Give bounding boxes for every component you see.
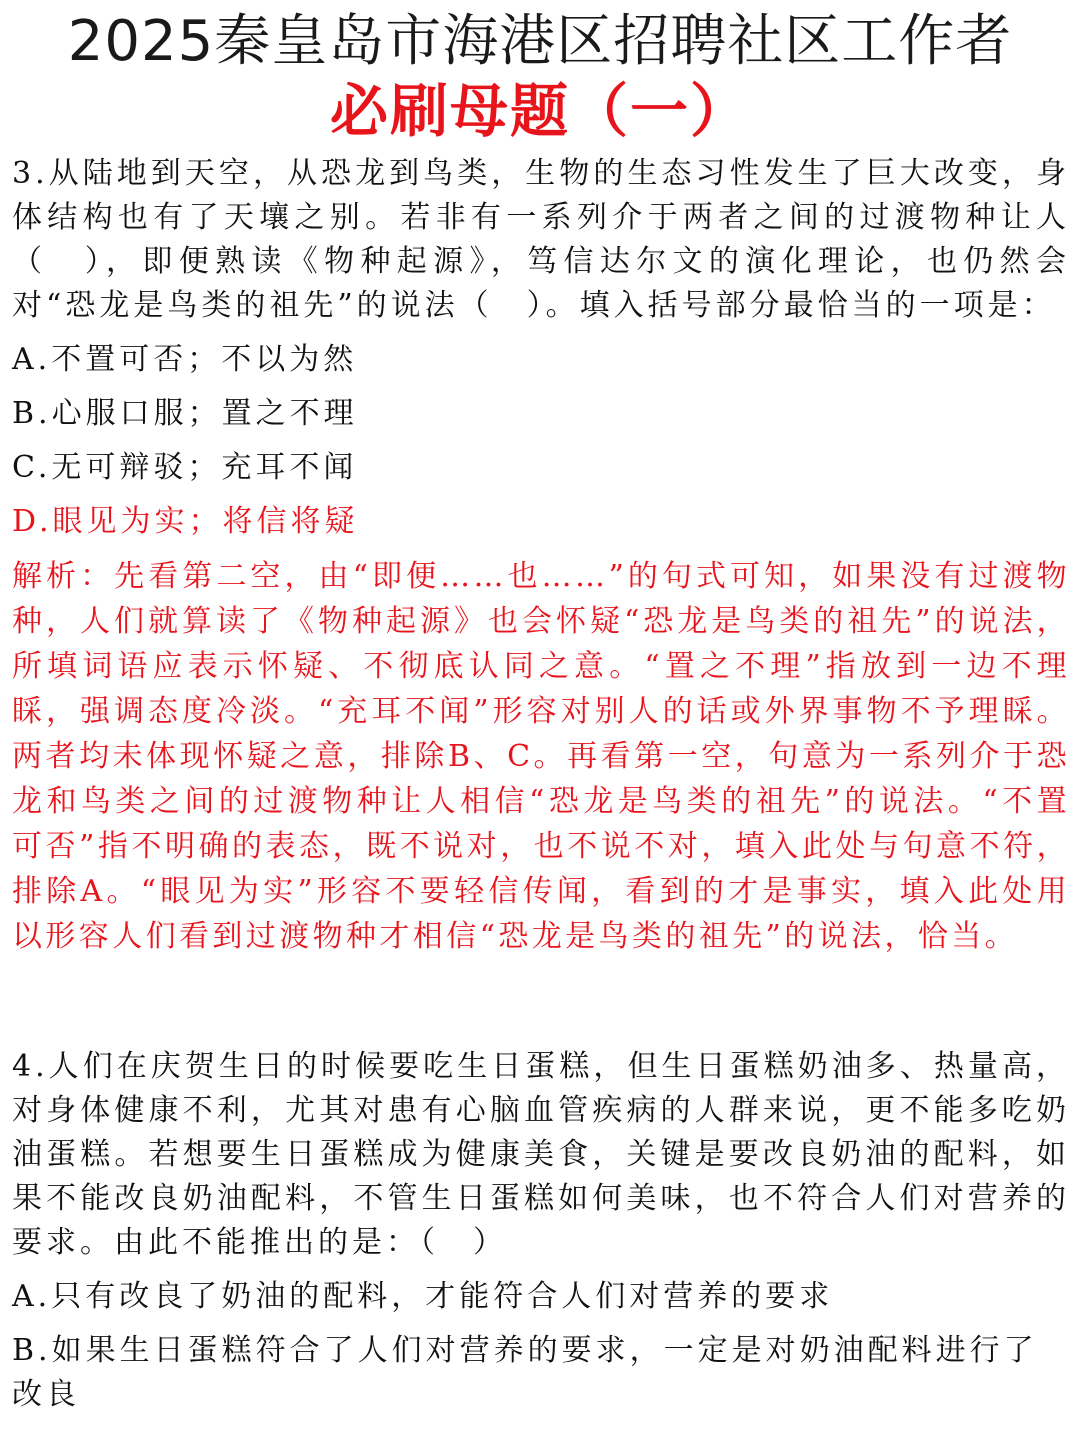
question-3 (12, 152, 1070, 959)
page-subtitle: 必刷母题（一） (329, 77, 750, 145)
option-d-answer: D.眼见为实；将信将疑 (12, 504, 359, 539)
page-title: 2025秦皇岛市海港区招聘社区工作者 (67, 9, 1013, 74)
question-stem: 4.人们在庆贺生日的时候要吃生日蛋糕，但生日蛋糕奶油多、热量高，对身体健康不利，尤其对患有心脑血管疾病的人群来说，更不能多吃奶油蛋糕。若想要生日蛋糕成为健康美食，关键是要改良奶油的配料，如果不能改良奶油配料，不管生日蛋糕如何美味，也不符合人们对营养的要求。由此不能推出的是：（ ） (12, 1049, 1070, 1260)
option-a: A.只有改良了奶油的配料，才能符合人们对营养的要求 (12, 1279, 834, 1314)
option-a: A.不置可否；不以为然 (12, 342, 358, 377)
question-content (0, 152, 1080, 1417)
option-b: B.心服口服；置之不理 (12, 396, 358, 431)
question-stem: 3.从陆地到天空，从恐龙到鸟类，生物的生态习性发生了巨大改变，身体结构也有了天壤之别。若非有一系列介于两者之间的过渡物种让人（ ），即便熟读《物种起源》，笃信达尔文的演化理论，也仍然会对“恐龙是鸟类的祖先”的说法（ ）。填入括号部分最恰当的一项是： (12, 156, 1070, 323)
option-b: B.如果生日蛋糕符合了人们对营养的要求，一定是对奶油配料进行了改良 (12, 1333, 1038, 1412)
analysis-text: 解析：先看第二空，由“即便……也……”的句式可知，如果没有过渡物种，人们就算读了《物种起源》也会怀疑“恐龙是鸟类的祖先”的说法，所填词语应表示怀疑、不彻底认同之意。“置之不理”指放到一边不理睬，强调态度冷淡。“充耳不闻”形容对别人的话或外界事物不予理睬。两者均未体现怀疑之意，排除B、C。再看第一空，句意为一系列介于恐龙和鸟类之间的过渡物种让人相信“恐龙是鸟类的祖先”的说法。“不置可否”指不明确的表态，既不说对，也不说不对，填入此处与句意不符，排除A。“眼见为实”形容不要轻信传闻，看到的才是事实，填入此处用以形容人们看到过渡物种才相信“恐龙是鸟类的祖先”的说法，恰当。 (12, 559, 1070, 954)
spacer (12, 959, 1070, 1045)
question-4 (12, 1045, 1070, 1417)
option-c: C.无可辩驳；充耳不闻 (12, 450, 358, 485)
header (0, 0, 1080, 146)
